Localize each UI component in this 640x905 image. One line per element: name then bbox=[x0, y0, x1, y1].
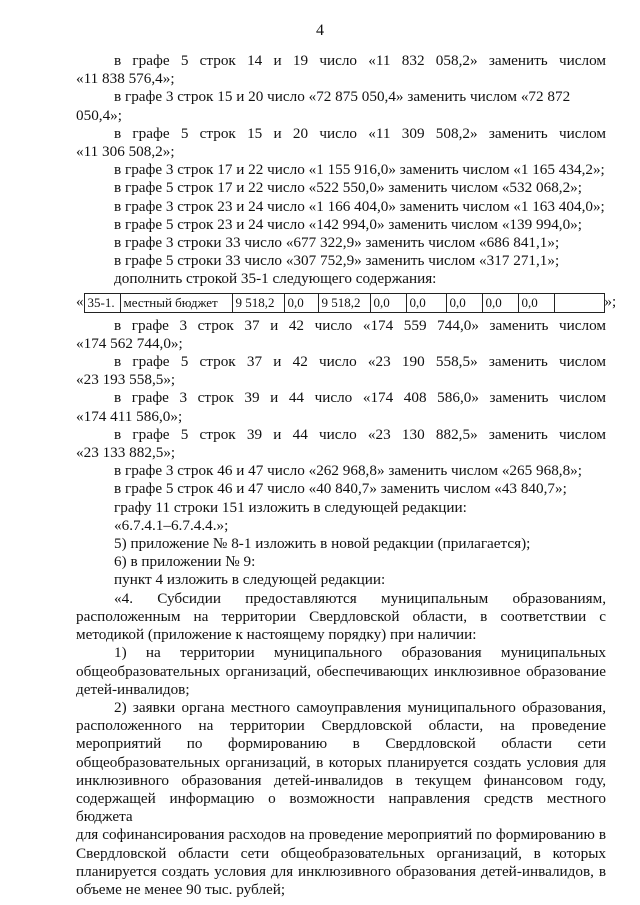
cell-col-8: 0,0 bbox=[446, 293, 482, 312]
paragraph-line: в графе 3 строк 37 и 42 число «174 559 744,0» заменить числом bbox=[114, 316, 606, 334]
paragraph-line: общеобразовательных организаций, обеспечивающих инклюзивное образование bbox=[76, 662, 606, 680]
table-row bbox=[84, 293, 604, 312]
cell-col-11 bbox=[554, 293, 604, 312]
paragraph-line: мероприятий по формированию в Свердловской области сети bbox=[76, 735, 606, 753]
paragraph-line: в графе 5 строк 17 и 22 число «522 550,0» заменить числом «532 068,2»; bbox=[114, 179, 582, 197]
table-close-quote: »; bbox=[604, 294, 617, 311]
paragraph-line: в графе 5 строк 39 и 44 число «23 130 882,5» заменить числом bbox=[114, 425, 606, 443]
paragraph-line: в графе 3 строк 39 и 44 число «174 408 586,0» заменить числом bbox=[114, 389, 606, 407]
paragraph-line: 2) заявки органа местного самоуправления муниципального образования, bbox=[114, 698, 606, 716]
amendments-before-table bbox=[76, 52, 606, 289]
paragraph-line: «11 838 576,4»; bbox=[76, 70, 175, 88]
cell-col-5: 9 518,2 bbox=[318, 293, 370, 312]
cell-col-10: 0,0 bbox=[518, 293, 554, 312]
paragraph-line: объеме не менее 90 тыс. рублей; bbox=[76, 880, 286, 898]
cell-col-4: 0,0 bbox=[284, 293, 318, 312]
paragraph-line: пункт 4 изложить в следующей редакции: bbox=[114, 571, 386, 589]
table-open-quote: « bbox=[76, 294, 84, 311]
cell-source: местный бюджет bbox=[120, 293, 232, 312]
paragraph-line: 6) в приложении № 9: bbox=[114, 553, 256, 571]
cell-row-number: 35-1. bbox=[84, 293, 120, 312]
document-body bbox=[76, 52, 617, 899]
inserted-table bbox=[84, 293, 605, 313]
paragraph-line: «174 411 586,0»; bbox=[76, 407, 183, 425]
paragraph-line: 5) приложение № 8-1 изложить в новой редакции (прилагается); bbox=[114, 535, 531, 553]
paragraph-line: детей-инвалидов; bbox=[76, 680, 190, 698]
paragraph-line: расположенного на территории Свердловской области, на проведение bbox=[76, 717, 606, 735]
paragraph-line: 1) на территории муниципального образования муниципальных bbox=[114, 644, 606, 662]
paragraph-line: для софинансирования расходов на проведение мероприятий по формированию в bbox=[76, 826, 606, 844]
paragraph-line: инклюзивного образования детей-инвалидов в текущем финансовом году, bbox=[76, 771, 606, 789]
paragraph-line: «11 306 508,2»; bbox=[76, 143, 175, 161]
paragraph-line: методикой (приложение к настоящему порядку) при наличии: bbox=[76, 626, 477, 644]
paragraph-line: в графе 5 строк 15 и 20 число «11 309 508,2» заменить числом bbox=[114, 124, 606, 142]
paragraph-line: в графе 3 строки 33 число «677 322,9» заменить числом «686 841,1»; bbox=[114, 234, 560, 252]
paragraph-line: в графе 5 строки 33 число «307 752,9» заменить числом «317 271,1»; bbox=[114, 252, 560, 270]
cell-col-7: 0,0 bbox=[406, 293, 446, 312]
paragraph-line: дополнить строкой 35-1 следующего содержания: bbox=[114, 270, 437, 288]
paragraph-line: в графе 3 строк 46 и 47 число «262 968,8» заменить числом «265 968,8»; bbox=[114, 462, 582, 480]
paragraph-line: графу 11 строки 151 изложить в следующей редакции: bbox=[114, 498, 467, 516]
paragraph-line: в графе 5 строк 23 и 24 число «142 994,0» заменить числом «139 994,0»; bbox=[114, 215, 582, 233]
paragraph-line: общеобразовательных организаций, в которых планируется создать условия для bbox=[76, 753, 606, 771]
paragraph-line: в графе 3 строк 23 и 24 число «1 166 404,0» заменить числом «1 163 404,0»; bbox=[114, 197, 605, 215]
paragraph-line: «23 193 558,5»; bbox=[76, 371, 176, 389]
paragraph-line: Свердловской области сети общеобразовательных организаций, в которых bbox=[76, 844, 606, 862]
paragraph-line: в графе 5 строк 37 и 42 число «23 190 558,5» заменить числом bbox=[114, 353, 606, 371]
paragraph-line: «23 133 882,5»; bbox=[76, 444, 176, 462]
cell-col-6: 0,0 bbox=[370, 293, 406, 312]
cell-col-3: 9 518,2 bbox=[232, 293, 284, 312]
paragraph-line: в графе 5 строк 46 и 47 число «40 840,7» заменить числом «43 840,7»; bbox=[114, 480, 567, 498]
paragraph-line: в графе 3 строк 17 и 22 число «1 155 916,0» заменить числом «1 165 434,2»; bbox=[114, 161, 605, 179]
paragraph-line: «6.7.4.1–6.7.4.4.»; bbox=[114, 516, 229, 534]
paragraph-line: «4. Субсидии предоставляются муниципальным образованиям, bbox=[114, 589, 606, 607]
cell-col-9: 0,0 bbox=[482, 293, 518, 312]
page-number: 4 bbox=[316, 22, 324, 39]
paragraph-line: расположенным на территории Свердловской области, в соответствии с bbox=[76, 607, 606, 625]
amendments-after-table bbox=[76, 317, 606, 900]
paragraph-line: содержащей информацию о возможности направления средств местного бюджета bbox=[76, 789, 606, 826]
paragraph-line: в графе 3 строк 15 и 20 число «72 875 050,4» заменить числом «72 872 050,4»; bbox=[76, 88, 571, 124]
inserted-row-35-1 bbox=[76, 291, 617, 315]
paragraph-line: «174 562 744,0»; bbox=[76, 334, 183, 352]
paragraph-line: в графе 5 строк 14 и 19 число «11 832 058,2» заменить числом bbox=[114, 52, 606, 69]
paragraph-line: планируется создать условия для инклюзивного образования детей-инвалидов, в bbox=[76, 862, 606, 880]
